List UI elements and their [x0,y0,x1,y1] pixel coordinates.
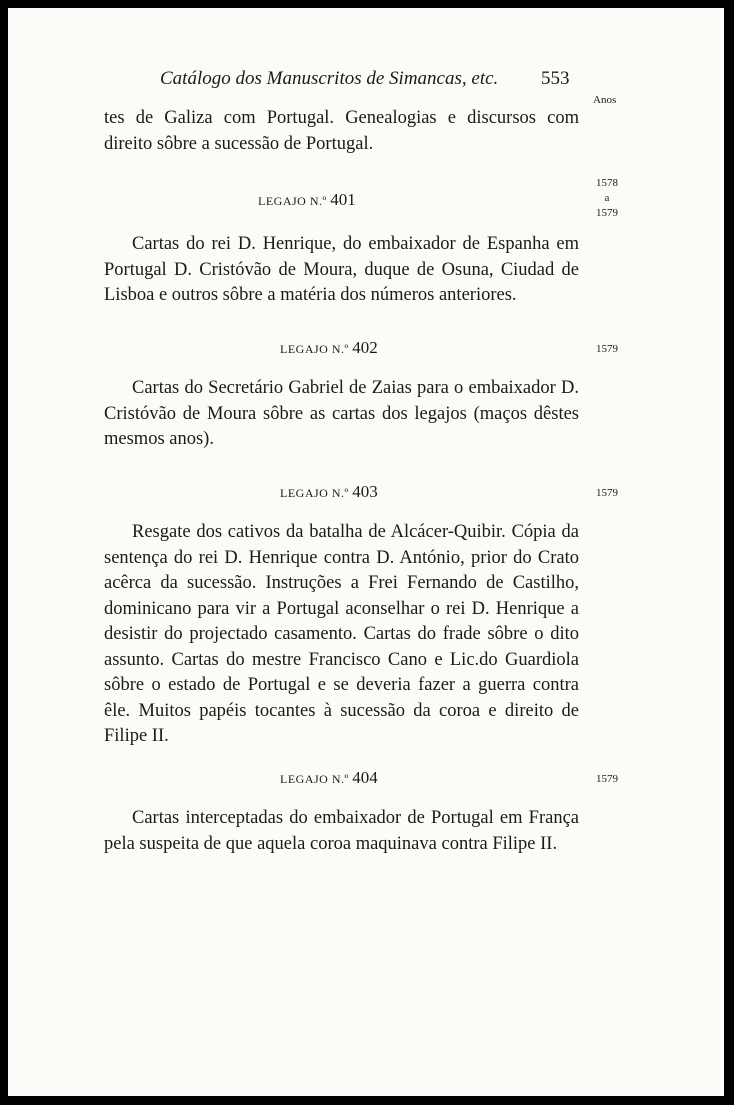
legajo-401-text: Cartas do rei D. Henrique, do embaixador de Espanha em Portugal D. Cristóvão de Moura, duque de Osuna, Ciudad de Lisboa e outros sôbre a matéria dos números anteriores. [104,234,579,305]
legajo-heading-404 [280,768,378,788]
legajo-label: LEGAJO N.º [280,772,349,786]
legajo-heading-403 [280,482,378,502]
year-end: 1579 [596,207,618,219]
year-value: 1579 [596,487,618,499]
legajo-404-text: Cartas interceptadas do embaixador de Portugal em França pela suspeita de que aquela coroa maquinava contra Filipe II. [104,808,579,854]
running-title: Catálogo dos Manuscritos de Simancas, etc. [160,68,499,89]
legajo-heading-402 [280,338,378,358]
legajo-402-text: Cartas do Secretário Gabriel de Zaias para o embaixador D. Cristóvão de Moura sôbre as cartas dos legajos (maços dêstes mesmos anos). [104,378,579,449]
margin-year-range [592,176,622,221]
legajo-number: 403 [352,482,378,501]
legajo-label: LEGAJO N.º [280,342,349,356]
legajo-label: LEGAJO N.º [280,486,349,500]
book-page [8,8,724,1096]
legajo-number: 401 [330,190,356,209]
year-value: 1579 [596,343,618,355]
legajo-403-text: Resgate dos cativos da batalha de Alcácer-Quibir. Cópia da sentença do rei D. Henrique contra D. António, prior do Crato acêrca da sucessão. Instruções a Frei Fernando de Castilho, dominicano para vir a Portugal aconselhar o rei D. Henrique a desistir do projectado casamento. Cartas do frade sôbre o dito assunto. Cartas do mestre Francisco Cano e Lic.do Guardiola sôbre o estado de Portugal e se deveria fazer a guerra contra êle. Muitos papéis tocantes à sucessão da coroa e direito de Filipe II. [104,522,579,746]
year-separator: a [604,192,610,204]
intro-paragraph: tes de Galiza com Portugal. Genealogias e discursos com direito sôbre a sucessão de Portugal. [104,108,579,154]
legajo-heading-401 [258,190,356,210]
margin-year [592,342,622,357]
page-number: 553 [541,68,570,89]
legajo-label: LEGAJO N.º [258,194,327,208]
legajo-number: 404 [352,768,378,787]
year-value: 1579 [596,773,618,785]
margin-year [592,772,622,787]
legajo-number: 402 [352,338,378,357]
margin-year [592,486,622,501]
margin-years-label: Anos [593,94,617,106]
year-start: 1578 [596,177,618,189]
